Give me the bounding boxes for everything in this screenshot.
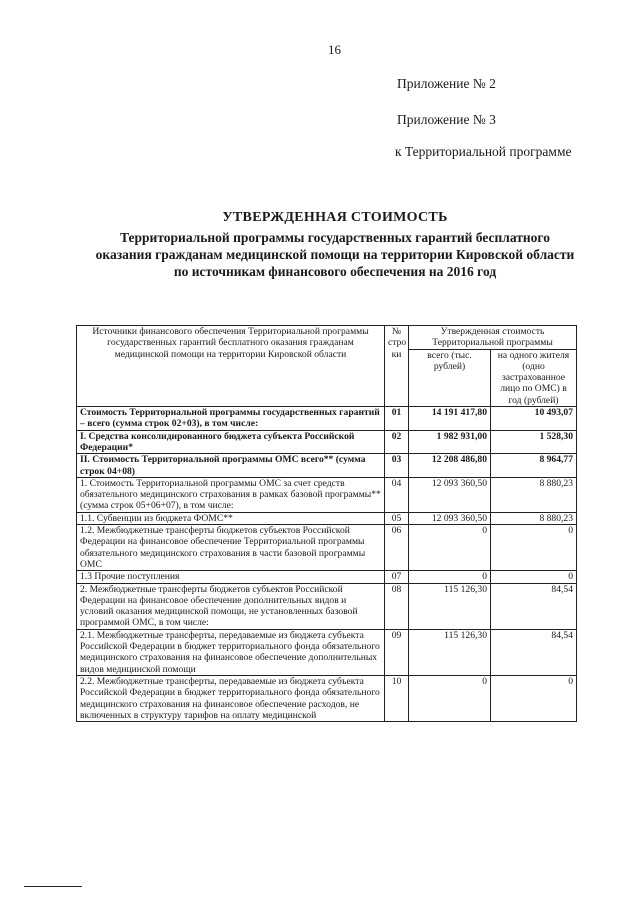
row-number: 08 bbox=[385, 583, 409, 629]
row-total: 115 126,30 bbox=[409, 629, 491, 675]
footnote-separator bbox=[24, 886, 82, 887]
table-row bbox=[77, 675, 577, 721]
row-per-person: 0 bbox=[491, 525, 577, 571]
header-total: всего (тыс. рублей) bbox=[409, 349, 491, 406]
header-approved-cost: Утвержденная стоимость Территориальной программы bbox=[409, 326, 577, 350]
row-per-person: 0 bbox=[491, 571, 577, 583]
table-row bbox=[77, 583, 577, 629]
appendix-line-3: к Территориальной программе bbox=[395, 144, 572, 159]
header-per-person: на одного жителя (одно застрахованное лицо по ОМС) в год (рублей) bbox=[491, 349, 577, 406]
table-row bbox=[77, 629, 577, 675]
row-total: 1 982 931,00 bbox=[409, 430, 491, 454]
table-row bbox=[77, 525, 577, 571]
row-per-person: 0 bbox=[491, 675, 577, 721]
header-source: Источники финансового обеспечения Территориальной программы государственных гарантий бесплатного оказания гражданам медицинской помощи на территории Кировской области bbox=[77, 326, 385, 407]
row-label: I. Средства консолидированного бюджета субъекта Российской Федерации* bbox=[77, 430, 385, 454]
row-total: 12 093 360,50 bbox=[409, 477, 491, 512]
row-per-person: 84,54 bbox=[491, 629, 577, 675]
table-row bbox=[77, 454, 577, 478]
row-total: 0 bbox=[409, 571, 491, 583]
table-row bbox=[77, 571, 577, 583]
row-total: 12 093 360,50 bbox=[409, 512, 491, 524]
row-total: 12 208 486,80 bbox=[409, 454, 491, 478]
row-number: 05 bbox=[385, 512, 409, 524]
row-per-person: 10 493,07 bbox=[491, 407, 577, 431]
row-number: 10 bbox=[385, 675, 409, 721]
table-row bbox=[77, 477, 577, 512]
title-main: УТВЕРЖДЕННАЯ СТОИМОСТЬ bbox=[222, 210, 448, 225]
document-title bbox=[95, 210, 575, 280]
row-per-person: 84,54 bbox=[491, 583, 577, 629]
page-number: 16 bbox=[328, 42, 341, 57]
row-total: 0 bbox=[409, 675, 491, 721]
table-row bbox=[77, 407, 577, 431]
row-label: 2. Межбюджетные трансферты бюджетов субъектов Российской Федерации на финансовое обеспечение дополнительных видов и условий оказания медицинской помощи, не установленных базовой программой ОМС, в том числе: bbox=[77, 583, 385, 629]
row-label: 2.2. Межбюджетные трансферты, передаваемые из бюджета субъекта Российской Федерации в бюджет территориального фонда обязательного медицинского страхования на финансовое обеспечение расходов, не включенных в структуру тарифов на оплату медицинской bbox=[77, 675, 385, 721]
row-number: 07 bbox=[385, 571, 409, 583]
row-number: 06 bbox=[385, 525, 409, 571]
row-number: 09 bbox=[385, 629, 409, 675]
row-per-person: 8 964,77 bbox=[491, 454, 577, 478]
row-per-person: 1 528,30 bbox=[491, 430, 577, 454]
row-label: 2.1. Межбюджетные трансферты, передаваемые из бюджета субъекта Российской Федерации в бюджет территориального фонда обязательного медицинского страхования на финансовое обеспечение дополнительных видов медицинской помощи bbox=[77, 629, 385, 675]
row-number: 04 bbox=[385, 477, 409, 512]
row-label: Стоимость Территориальной программы государственных гарантий – всего (сумма строк 02+03), в том числе: bbox=[77, 407, 385, 431]
row-label: 1.1. Субвенции из бюджета ФОМС** bbox=[77, 512, 385, 524]
row-number: 02 bbox=[385, 430, 409, 454]
row-label: 1.3 Прочие поступления bbox=[77, 571, 385, 583]
title-subtitle: Территориальной программы государственных гарантий бесплатного оказания гражданам медицинской помощи на территории Кировской области по источникам финансового обеспечения на 2016 год bbox=[95, 230, 575, 279]
appendix-line-1: Приложение № 2 bbox=[397, 76, 496, 91]
table-body bbox=[77, 407, 577, 722]
row-per-person: 8 880,23 bbox=[491, 512, 577, 524]
financing-table bbox=[76, 325, 577, 722]
row-label: II. Стоимость Территориальной программы ОМС всего** (сумма строк 04+08) bbox=[77, 454, 385, 478]
row-number: 01 bbox=[385, 407, 409, 431]
row-total: 0 bbox=[409, 525, 491, 571]
table-row bbox=[77, 512, 577, 524]
header-line-no: № стро ки bbox=[385, 326, 409, 407]
table-row bbox=[77, 430, 577, 454]
row-total: 115 126,30 bbox=[409, 583, 491, 629]
row-total: 14 191 417,80 bbox=[409, 407, 491, 431]
row-per-person: 8 880,23 bbox=[491, 477, 577, 512]
row-number: 03 bbox=[385, 454, 409, 478]
row-label: 1. Стоимость Территориальной программы ОМС за счет средств обязательного медицинского страхования в рамках базовой программы** (сумма строк 05+06+07), в том числе: bbox=[77, 477, 385, 512]
appendix-line-2: Приложение № 3 bbox=[397, 112, 496, 127]
row-label: 1.2. Межбюджетные трансферты бюджетов субъектов Российской Федерации на финансовое обеспечение Территориальной программы обязательного медицинского страхования в части базовой программы ОМС bbox=[77, 525, 385, 571]
